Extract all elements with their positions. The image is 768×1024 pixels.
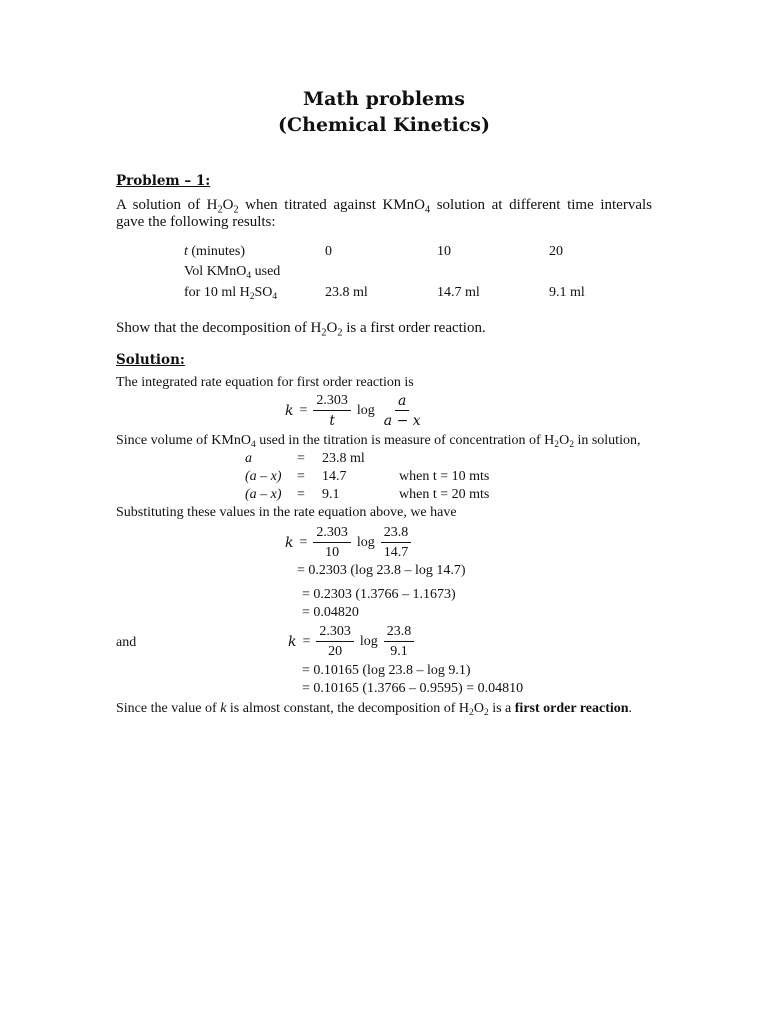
substitution-text: Substituting these values in the rate equation above, we have: [116, 505, 457, 520]
table-cell: 20: [549, 244, 563, 259]
value-number: 23.8 ml: [322, 451, 365, 466]
fraction: $\frac{23.8}{14.7}$: [381, 526, 412, 560]
table-row-volume-label: Vol KMnO$_4$ used: [184, 264, 281, 282]
value-condition: when t = 20 mts: [399, 487, 490, 502]
table-cell: 9.1 ml: [549, 285, 585, 300]
table-cell: 10: [437, 244, 451, 259]
calculation-step: = 0.10165 (log 23.8 – log 9.1): [302, 663, 471, 678]
solution-explanation: Since volume of KMnO$_4$ used in the titration is measure of concentration of $H_2O_2$ in solution,: [116, 433, 641, 451]
value-equals: =: [297, 469, 305, 484]
fraction: $\frac{23.8}{9.1}$: [384, 625, 415, 659]
value-equals: =: [297, 451, 305, 466]
fraction: $\frac{2.303}{10}$: [313, 526, 351, 560]
conjunction-and: and: [116, 635, 137, 650]
problem-intro-line-1: A solution of $H_2O_2$ when titrated against KMnO$_4$ solution at different time intervals: [116, 197, 652, 216]
value-variable: a: [245, 451, 252, 466]
rate-equation-t20: k = $\frac{2.303}{20}$ log $\frac{23.8}{9.1}$: [288, 625, 414, 659]
page-title: [0, 88, 768, 110]
solution-intro: The integrated rate equation for first order reaction is: [116, 375, 414, 390]
title-line-2: (Chemical Kinetics): [278, 114, 490, 136]
table-row-time-label: t (minutes): [184, 244, 246, 259]
calculation-step: = 0.2303 (1.3766 – 1.1673): [302, 587, 456, 602]
problem-question: Show that the decomposition of $H_2O_2$ is a first order reaction.: [116, 320, 486, 339]
title-line-1: Math problems: [303, 88, 465, 110]
value-number: 14.7: [322, 469, 347, 484]
table-cell: 0: [325, 244, 332, 259]
table-row-acid-label: for 10 ml $H_2SO_4$: [184, 285, 278, 303]
rate-equation-t10: k = $\frac{2.303}{10}$ log $\frac{23.8}{14.7}$: [285, 526, 411, 560]
problem-intro-line-2: gave the following results:: [116, 214, 276, 230]
page-subtitle: [0, 114, 768, 136]
conclusion: Since the value of k is almost constant, the decomposition of $H_2O_2$ is a first order reaction.: [116, 701, 633, 719]
solution-heading: Solution:: [116, 352, 185, 368]
table-cell: 14.7 ml: [437, 285, 480, 300]
value-variable: (a – x): [245, 487, 282, 502]
fraction: $\frac{2.303}{20}$: [316, 625, 354, 659]
calculation-step: = 0.2303 (log 23.8 – log 14.7): [297, 563, 466, 578]
value-equals: =: [297, 487, 305, 502]
fraction: $\frac{2.303}{t}$: [313, 394, 351, 428]
rate-equation: k = $\frac{2.303}{t}$ log $\frac{a}{a - x}$: [285, 394, 424, 428]
table-cell: 23.8 ml: [325, 285, 368, 300]
value-number: 9.1: [322, 487, 340, 502]
calculation-result: = 0.10165 (1.3766 – 0.9595) = 0.04810: [302, 681, 524, 696]
value-variable: (a – x): [245, 469, 282, 484]
fraction: $\frac{a}{a - x}$: [383, 393, 421, 429]
calculation-result: = 0.04820: [302, 605, 359, 620]
value-condition: when t = 10 mts: [399, 469, 490, 484]
problem-heading: Problem – 1:: [116, 173, 211, 189]
